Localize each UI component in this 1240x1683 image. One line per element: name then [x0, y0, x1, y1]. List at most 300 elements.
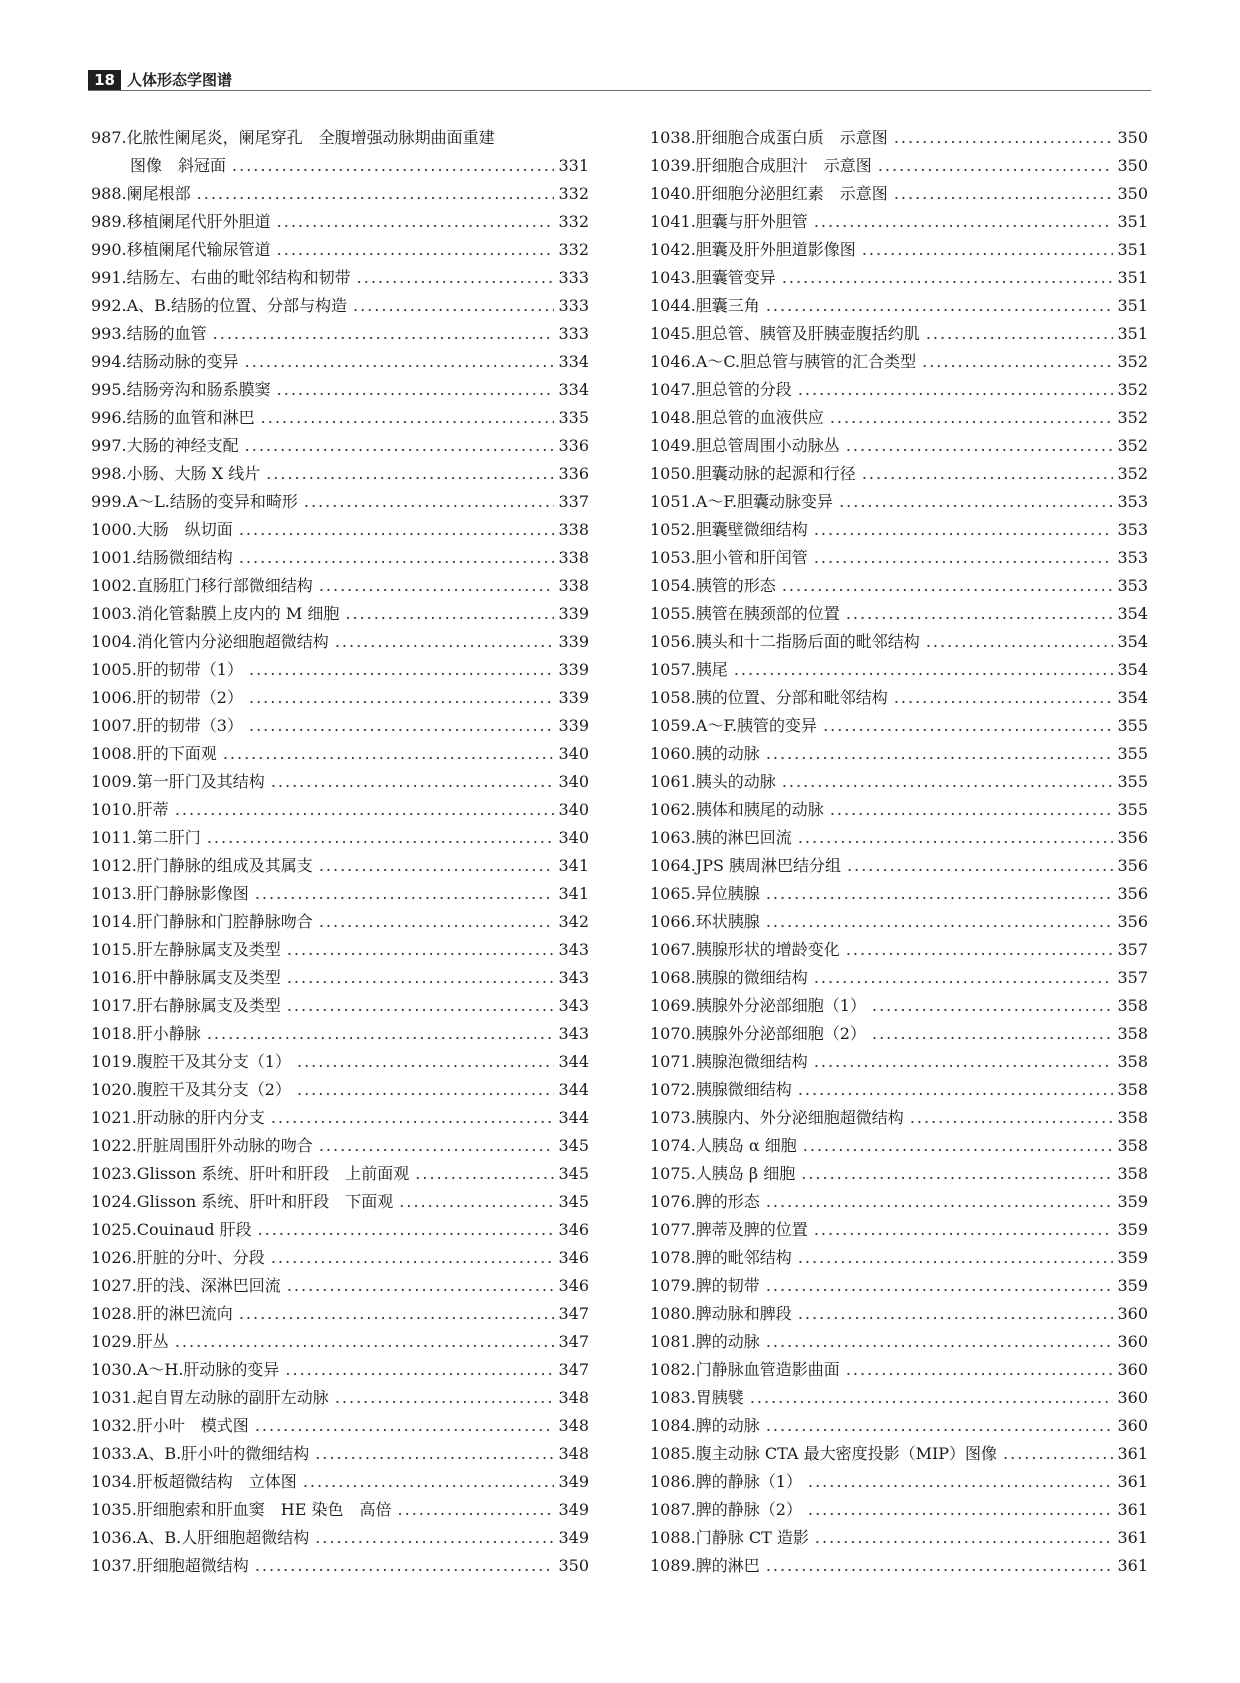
dot-leader — [271, 768, 555, 796]
toc-entry-title: 1059.A～F.胰管的变异 — [650, 716, 818, 735]
toc-entry-title: 1049.胆总管周围小动脉丛 — [650, 436, 840, 455]
toc-entry-page: 354 — [1117, 604, 1148, 623]
toc-entry-title: 1018.肝小静脉 — [91, 1024, 201, 1043]
toc-entry-title: 1032.肝小叶 模式图 — [91, 1416, 249, 1435]
toc-entry-page: 345 — [558, 1136, 589, 1155]
dot-leader — [303, 1468, 555, 1496]
toc-entry[interactable] — [91, 684, 589, 712]
dot-leader — [766, 908, 1114, 936]
toc-entry-title: 1061.胰头的动脉 — [650, 772, 776, 791]
toc-entry-page: 352 — [1117, 436, 1148, 455]
toc-entry-title: 1005.肝的韧带（1） — [91, 660, 243, 679]
dot-leader — [297, 1076, 554, 1104]
toc-entry[interactable] — [91, 740, 589, 768]
dot-leader — [872, 992, 1113, 1020]
toc-entry-page: 349 — [558, 1472, 589, 1491]
toc-entry[interactable] — [91, 600, 589, 628]
page-number: 18 — [88, 70, 121, 90]
toc-entry[interactable] — [650, 488, 1148, 516]
toc-entry-page: 340 — [558, 744, 589, 763]
toc-entry-title: 1017.肝右静脉属支及类型 — [91, 996, 281, 1015]
toc-entry[interactable] — [650, 1384, 1148, 1412]
toc-entry-title: 1000.大肠 纵切面 — [91, 520, 233, 539]
dot-leader — [798, 1244, 1114, 1272]
toc-entry[interactable] — [91, 1244, 589, 1272]
toc-entry-page: 346 — [558, 1220, 589, 1239]
toc-entry-page: 340 — [558, 828, 589, 847]
toc-entry-title: 1029.肝丛 — [91, 1332, 169, 1351]
dot-leader — [910, 1104, 1114, 1132]
toc-entry-title: 1089.脾的淋巴 — [650, 1556, 760, 1575]
toc-entry-title: 图像 斜冠面 — [130, 156, 227, 175]
toc-entry[interactable] — [650, 824, 1148, 852]
toc-entry-title: 995.结肠旁沟和肠系膜窦 — [91, 380, 271, 399]
toc-entry-page: 344 — [558, 1108, 589, 1127]
toc-entry-title: 1051.A～F.胆囊动脉变异 — [650, 492, 834, 511]
toc-entry[interactable] — [650, 1076, 1148, 1104]
toc-entry-title: 1008.肝的下面观 — [91, 744, 217, 763]
toc-entry-page: 350 — [1117, 184, 1148, 203]
toc-entry-page: 339 — [558, 632, 589, 651]
toc-entry-title: 1025.Couinaud 肝段 — [91, 1220, 252, 1239]
toc-entry-title: 1086.脾的静脉（1） — [650, 1472, 802, 1491]
toc-entry-title: 1088.门静脉 CT 造影 — [650, 1528, 809, 1547]
toc-entry[interactable] — [650, 936, 1148, 964]
toc-entry-title: 1041.胆囊与肝外胆管 — [650, 212, 808, 231]
toc-entry[interactable] — [91, 852, 589, 880]
toc-entry[interactable] — [91, 320, 589, 348]
toc-entry-title: 1048.胆总管的血液供应 — [650, 408, 824, 427]
toc-entry-title: 1047.胆总管的分段 — [650, 380, 792, 399]
toc-entry[interactable] — [650, 432, 1148, 460]
toc-entry[interactable] — [91, 1216, 589, 1244]
toc-entry[interactable] — [650, 544, 1148, 572]
toc-entry[interactable] — [91, 516, 589, 544]
dot-leader — [894, 124, 1114, 152]
toc-entry-title: 1044.胆囊三角 — [650, 296, 760, 315]
toc-entry[interactable] — [91, 768, 589, 796]
toc-entry-page: 339 — [558, 716, 589, 735]
dot-leader — [399, 1188, 554, 1216]
toc-entry-page: 352 — [1117, 352, 1148, 371]
toc-entry-page: 348 — [558, 1444, 589, 1463]
toc-entry[interactable] — [650, 376, 1148, 404]
toc-entry[interactable] — [91, 1496, 589, 1524]
toc-entry-title: 1073.胰腺内、外分泌细胞超微结构 — [650, 1108, 904, 1127]
toc-entry[interactable] — [91, 1188, 589, 1216]
toc-entry-page: 353 — [1117, 492, 1148, 511]
dot-leader — [213, 320, 555, 348]
toc-entry-title: 1021.肝动脉的肝内分支 — [91, 1108, 265, 1127]
dot-leader — [266, 460, 554, 488]
dot-leader — [319, 908, 555, 936]
toc-entry-page: 333 — [558, 268, 589, 287]
toc-entry[interactable] — [650, 1048, 1148, 1076]
toc-entry-title: 1027.肝的浅、深淋巴回流 — [91, 1276, 281, 1295]
toc-entry[interactable] — [91, 1328, 589, 1356]
toc-entry[interactable] — [91, 404, 589, 432]
toc-entry-title: 998.小肠、大肠 X 线片 — [91, 464, 261, 483]
toc-entry-page: 343 — [558, 940, 589, 959]
toc-entry[interactable] — [91, 208, 589, 236]
toc-entry-page: 340 — [558, 800, 589, 819]
toc-entry-page: 332 — [558, 240, 589, 259]
toc-entry-title: 1045.胆总管、胰管及肝胰壶腹括约肌 — [650, 324, 920, 343]
dot-leader — [353, 292, 554, 320]
dot-leader — [287, 936, 555, 964]
toc-entry[interactable] — [91, 1552, 589, 1580]
dot-leader — [830, 404, 1114, 432]
toc-entry-page: 346 — [558, 1248, 589, 1267]
toc-entry-page: 361 — [1117, 1556, 1148, 1575]
toc-entry-title: 1087.脾的静脉（2） — [650, 1500, 802, 1519]
dot-leader — [801, 1160, 1113, 1188]
toc-entry-title: 1071.胰腺泡微细结构 — [650, 1052, 808, 1071]
toc-entry[interactable] — [650, 600, 1148, 628]
dot-leader — [766, 1272, 1114, 1300]
toc-entry-title: 1060.胰的动脉 — [650, 744, 760, 763]
toc-entry-title: 1037.肝细胞超微结构 — [91, 1556, 249, 1575]
toc-entry[interactable] — [91, 1104, 589, 1132]
toc-entry[interactable] — [650, 1412, 1148, 1440]
toc-entry-title: 1053.胆小管和肝闰管 — [650, 548, 808, 567]
toc-entry[interactable] — [650, 1160, 1148, 1188]
toc-entry[interactable] — [91, 264, 589, 292]
toc-entry[interactable] — [91, 1356, 589, 1384]
toc-entry-title: 1004.消化管内分泌细胞超微结构 — [91, 632, 329, 651]
toc-entry[interactable] — [650, 320, 1148, 348]
toc-entry-title: 1038.肝细胞合成蛋白质 示意图 — [650, 128, 888, 147]
header-rule — [88, 90, 1151, 91]
toc-entry[interactable] — [91, 1020, 589, 1048]
toc-entry[interactable] — [91, 1440, 589, 1468]
toc-entry-title: 1022.肝脏周围肝外动脉的吻合 — [91, 1136, 313, 1155]
toc-entry-title: 1007.肝的韧带（3） — [91, 716, 243, 735]
toc-entry[interactable] — [91, 964, 589, 992]
toc-entry-page: 334 — [558, 380, 589, 399]
toc-entry-page: 339 — [558, 604, 589, 623]
toc-entry[interactable] — [650, 1300, 1148, 1328]
toc-entry-title: 991.结肠左、右曲的毗邻结构和韧带 — [91, 268, 351, 287]
toc-entry-title: 997.大肠的神经支配 — [91, 436, 239, 455]
toc-entry-page: 354 — [1117, 632, 1148, 651]
dot-leader — [261, 404, 555, 432]
toc-entry-title: 1014.肝门静脉和门腔静脉吻合 — [91, 912, 313, 931]
dot-leader — [232, 152, 554, 180]
toc-entry[interactable] — [650, 1020, 1148, 1048]
toc-entry[interactable] — [91, 992, 589, 1020]
toc-entry-title: 999.A～L.结肠的变异和畸形 — [91, 492, 298, 511]
toc-entry[interactable] — [650, 236, 1148, 264]
toc-column-right — [650, 124, 1148, 1580]
toc-entry-title: 1011.第二肝门 — [91, 828, 201, 847]
toc-entry[interactable] — [650, 264, 1148, 292]
dot-leader — [277, 236, 555, 264]
toc-entry[interactable] — [650, 712, 1148, 740]
toc-column-left — [91, 124, 589, 1580]
toc-entry[interactable] — [91, 432, 589, 460]
toc-entry[interactable] — [650, 460, 1148, 488]
toc-entry-title: 1034.肝板超微结构 立体图 — [91, 1472, 297, 1491]
toc-entry[interactable] — [91, 908, 589, 936]
toc-entry[interactable] — [91, 1076, 589, 1104]
page-header — [88, 70, 1151, 90]
toc-entry[interactable] — [91, 880, 589, 908]
toc-entry-page: 343 — [558, 1024, 589, 1043]
toc-entry[interactable] — [650, 180, 1148, 208]
dot-leader — [197, 180, 555, 208]
toc-entry-page: 338 — [558, 548, 589, 567]
toc-entry-page: 334 — [558, 352, 589, 371]
toc-entry-page: 353 — [1117, 576, 1148, 595]
dot-leader — [815, 1524, 1114, 1552]
toc-entry-page: 338 — [558, 576, 589, 595]
toc-entry[interactable] — [91, 1300, 589, 1328]
toc-entry[interactable] — [650, 908, 1148, 936]
toc-entry-page: 342 — [558, 912, 589, 931]
toc-entry[interactable] — [650, 1552, 1148, 1580]
toc-entry[interactable] — [650, 992, 1148, 1020]
toc-entry[interactable] — [91, 936, 589, 964]
toc-entry[interactable] — [91, 1272, 589, 1300]
toc-entry[interactable] — [650, 348, 1148, 376]
toc-entry-page: 355 — [1117, 772, 1148, 791]
toc-entry-page: 352 — [1117, 408, 1148, 427]
toc-entry-page: 356 — [1117, 912, 1148, 931]
dot-leader — [207, 1020, 555, 1048]
toc-entry[interactable] — [650, 656, 1148, 684]
toc-entry-title: 1036.A、B.人肝细胞超微结构 — [91, 1528, 310, 1547]
toc-entry-page: 360 — [1117, 1360, 1148, 1379]
dot-leader — [319, 572, 555, 600]
dot-leader — [271, 1104, 555, 1132]
dot-leader — [798, 376, 1114, 404]
toc-entry[interactable] — [650, 1104, 1148, 1132]
toc-entry-title: 1001.结肠微细结构 — [91, 548, 233, 567]
toc-entry-page: 335 — [558, 408, 589, 427]
toc-entry[interactable] — [650, 1440, 1148, 1468]
toc-entry-page: 347 — [558, 1304, 589, 1323]
dot-leader — [862, 236, 1114, 264]
dot-leader — [894, 180, 1114, 208]
dot-leader — [830, 796, 1114, 824]
toc-entry-page: 360 — [1117, 1388, 1148, 1407]
toc-entry[interactable] — [650, 124, 1148, 152]
toc-entry-title: 1023.Glisson 系统、肝叶和肝段 上前面观 — [91, 1164, 410, 1183]
toc-entry-page: 337 — [558, 492, 589, 511]
toc-entry[interactable] — [91, 1048, 589, 1076]
dot-leader — [766, 740, 1114, 768]
dot-leader — [398, 1496, 555, 1524]
toc-entry-page: 358 — [1117, 1136, 1148, 1155]
dot-leader — [766, 292, 1114, 320]
toc-entry-title: 1083.胃胰襞 — [650, 1388, 744, 1407]
toc-entry[interactable] — [91, 180, 589, 208]
dot-leader — [239, 544, 555, 572]
toc-entry[interactable] — [650, 1132, 1148, 1160]
toc-entry[interactable] — [91, 124, 589, 180]
toc-entry-page: 348 — [558, 1388, 589, 1407]
toc-entry[interactable] — [91, 488, 589, 516]
dot-leader — [839, 488, 1113, 516]
toc-entry-title: 996.结肠的血管和淋巴 — [91, 408, 255, 427]
toc-entry-page: 356 — [1117, 884, 1148, 903]
toc-entry-title: 989.移植阑尾代肝外胆道 — [91, 212, 271, 231]
toc-entry[interactable] — [91, 1160, 589, 1188]
toc-entry-page: 340 — [558, 772, 589, 791]
toc-entry-title: 1077.脾蒂及脾的位置 — [650, 1220, 808, 1239]
toc-entry[interactable] — [91, 796, 589, 824]
toc-entry[interactable] — [91, 460, 589, 488]
dot-leader — [814, 208, 1114, 236]
toc-entry-title: 1075.人胰岛 β 细胞 — [650, 1164, 796, 1183]
toc-entry[interactable] — [650, 1244, 1148, 1272]
toc-entry-page: 333 — [558, 296, 589, 315]
toc-entry-title: 1079.脾的韧带 — [650, 1276, 760, 1295]
dot-leader — [846, 432, 1114, 460]
toc-entry[interactable] — [91, 1524, 589, 1552]
toc-entry[interactable] — [650, 1216, 1148, 1244]
dot-leader — [766, 1412, 1114, 1440]
dot-leader — [814, 1048, 1114, 1076]
toc-entry-page: 332 — [558, 212, 589, 231]
toc-entry-title: 1043.胆囊管变异 — [650, 268, 776, 287]
toc-entry[interactable] — [91, 376, 589, 404]
toc-entry-page: 344 — [558, 1052, 589, 1071]
dot-leader — [922, 348, 1113, 376]
toc-entry-page: 355 — [1117, 716, 1148, 735]
toc-entry-title: 988.阑尾根部 — [91, 184, 191, 203]
toc-entry-title: 1076.脾的形态 — [650, 1192, 760, 1211]
dot-leader — [847, 852, 1113, 880]
toc-entry[interactable] — [650, 628, 1148, 656]
toc-entry[interactable] — [91, 1384, 589, 1412]
dot-leader — [287, 1272, 555, 1300]
book-title: 人体形态学图谱 — [127, 71, 233, 89]
dot-leader — [415, 1160, 554, 1188]
toc-entry[interactable] — [91, 572, 589, 600]
toc-entry[interactable] — [91, 236, 589, 264]
toc-entry-title: 1040.肝细胞分泌胆红素 示意图 — [650, 184, 888, 203]
toc-entry-page: 356 — [1117, 828, 1148, 847]
toc-entry[interactable] — [650, 1356, 1148, 1384]
toc-entry-title: 1058.胰的位置、分部和毗邻结构 — [650, 688, 888, 707]
dot-leader — [1003, 1440, 1113, 1468]
toc-entry-title: 993.结肠的血管 — [91, 324, 207, 343]
toc-entry[interactable] — [91, 292, 589, 320]
toc-entry[interactable] — [650, 684, 1148, 712]
toc-entry-page: 349 — [558, 1500, 589, 1519]
toc-entry-title: 1066.环状胰腺 — [650, 912, 760, 931]
toc-entry[interactable] — [650, 1468, 1148, 1496]
dot-leader — [175, 1328, 555, 1356]
toc-entry-title: 1085.腹主动脉 CTA 最大密度投影（MIP）图像 — [650, 1444, 998, 1463]
toc-entry-title: 1065.异位胰腺 — [650, 884, 760, 903]
toc-entry[interactable] — [650, 208, 1148, 236]
dot-leader — [319, 1132, 555, 1160]
dot-leader — [894, 684, 1114, 712]
toc-entry-page: 349 — [558, 1528, 589, 1547]
toc-entry[interactable] — [650, 1272, 1148, 1300]
dot-leader — [223, 740, 555, 768]
toc-entry-page: 358 — [1117, 996, 1148, 1015]
dot-leader — [782, 768, 1114, 796]
toc-entry[interactable] — [650, 880, 1148, 908]
toc-entry[interactable] — [91, 628, 589, 656]
toc-entry[interactable] — [650, 1328, 1148, 1356]
dot-leader — [846, 600, 1114, 628]
toc-entry[interactable] — [91, 544, 589, 572]
toc-entry-page: 360 — [1117, 1304, 1148, 1323]
toc-entry[interactable] — [91, 712, 589, 740]
toc-entry-title: 994.结肠动脉的变异 — [91, 352, 239, 371]
toc-entry-page: 360 — [1117, 1416, 1148, 1435]
dot-leader — [345, 600, 554, 628]
toc-entry[interactable] — [650, 796, 1148, 824]
toc-entry[interactable] — [650, 1496, 1148, 1524]
toc-entry[interactable] — [91, 348, 589, 376]
toc-entry-title: 1030.A～H.肝动脉的变异 — [91, 1360, 280, 1379]
toc-entry[interactable] — [91, 1132, 589, 1160]
dot-leader — [335, 1384, 555, 1412]
toc-entry[interactable] — [650, 1188, 1148, 1216]
toc-entry[interactable] — [650, 964, 1148, 992]
toc-entry[interactable] — [91, 1468, 589, 1496]
toc-entry[interactable] — [650, 852, 1148, 880]
dot-leader — [258, 1216, 555, 1244]
toc-entry-page: 345 — [558, 1164, 589, 1183]
toc-entry[interactable] — [650, 572, 1148, 600]
toc-entry[interactable] — [91, 1412, 589, 1440]
toc-entry-title: 1024.Glisson 系统、肝叶和肝段 下面观 — [91, 1192, 394, 1211]
toc-entry[interactable] — [650, 152, 1148, 180]
toc-entry[interactable] — [91, 656, 589, 684]
toc-entry[interactable] — [650, 768, 1148, 796]
dot-leader — [335, 628, 555, 656]
toc-entry[interactable] — [650, 404, 1148, 432]
toc-entry-title: 1016.肝中静脉属支及类型 — [91, 968, 281, 987]
toc-entry-page: 339 — [558, 688, 589, 707]
toc-entry-page: 339 — [558, 660, 589, 679]
toc-entry-title: 1074.人胰岛 α 细胞 — [650, 1136, 797, 1155]
dot-leader — [287, 992, 555, 1020]
toc-entry-page: 361 — [1117, 1472, 1148, 1491]
toc-entry[interactable] — [650, 1524, 1148, 1552]
toc-entry-title: 990.移植阑尾代输尿管道 — [91, 240, 271, 259]
toc-entry[interactable] — [650, 740, 1148, 768]
toc-entry-title: 1080.脾动脉和脾段 — [650, 1304, 792, 1323]
toc-entry-title: 1062.胰体和胰尾的动脉 — [650, 800, 824, 819]
dot-leader — [782, 264, 1114, 292]
toc-entry-page: 343 — [558, 968, 589, 987]
toc-entry-page: 341 — [558, 884, 589, 903]
dot-leader — [357, 264, 555, 292]
dot-leader — [255, 1552, 555, 1580]
toc-entry[interactable] — [650, 516, 1148, 544]
toc-entry-page: 357 — [1117, 968, 1148, 987]
toc-entry-page: 346 — [558, 1276, 589, 1295]
dot-leader — [297, 1048, 554, 1076]
dot-leader — [239, 1300, 555, 1328]
dot-leader — [255, 1412, 555, 1440]
toc-entry-title: 1013.肝门静脉影像图 — [91, 884, 249, 903]
toc-entry-title: 1069.胰腺外分泌部细胞（1） — [650, 996, 866, 1015]
toc-entry-page: 347 — [558, 1360, 589, 1379]
toc-entry-page: 332 — [558, 184, 589, 203]
toc-entry-page: 336 — [558, 436, 589, 455]
toc-entry[interactable] — [650, 292, 1148, 320]
toc-entry[interactable] — [91, 824, 589, 852]
